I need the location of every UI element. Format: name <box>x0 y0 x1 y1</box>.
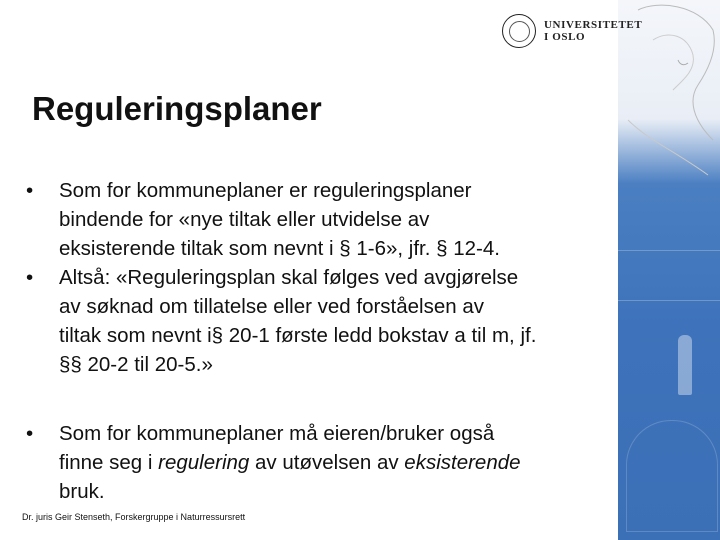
arch-graphic <box>626 420 718 532</box>
bullet-marker: • <box>26 266 34 289</box>
bullet-3-line-3: bruk. <box>59 480 105 503</box>
bullet-1-line-1: Som for kommuneplaner er reguleringsplaner <box>59 179 472 202</box>
bullet-2-line-2: av søknad om tillatelse eller ved forståelsen av <box>59 295 485 318</box>
bullet-3-line-2a: finne seg i <box>59 451 159 474</box>
logo-line-1: UNIVERSITETET <box>544 19 643 31</box>
bullet-2-line-4: §§ 20-2 til 20-5.» <box>59 353 213 376</box>
statue-figure-graphic <box>678 335 692 395</box>
bullet-2-line-1: Altså: «Reguleringsplan skal følges ved avgjørelse <box>59 266 519 289</box>
university-logo <box>502 14 642 48</box>
bullet-1-line-3: eksisterende tiltak som nevnt i § 1-6», jfr. § 12-4. <box>59 237 500 260</box>
bullet-3-line-2b: av utøvelsen av <box>249 451 405 474</box>
bullet-spacer <box>26 379 626 419</box>
decorative-side-band <box>618 0 720 540</box>
bullet-1-line-2: bindende for «nye tiltak eller utvidelse av <box>59 208 430 231</box>
bullet-item-2 <box>26 263 626 379</box>
slide-title: Reguleringsplaner <box>32 90 322 127</box>
logo-line-2: I OSLO <box>544 31 586 43</box>
bullet-item-1 <box>26 176 626 263</box>
bullet-2-line-3: tiltak som nevnt i§ 20-1 første ledd bokstav a til m, jf. <box>59 324 537 347</box>
university-seal-icon <box>502 14 536 48</box>
slide-footer: Dr. juris Geir Stenseth, Forskergruppe i Naturressursrett <box>22 512 246 522</box>
bullet-3-emphasis-regulering: regulering <box>158 451 250 474</box>
bullet-item-3 <box>26 419 626 506</box>
bullet-3-line-1: Som for kommuneplaner må eieren/bruker også <box>59 422 495 445</box>
bullet-3-emphasis-eksisterende: eksisterende <box>404 451 521 474</box>
bullet-marker: • <box>26 422 34 445</box>
bullet-marker: • <box>26 179 34 202</box>
bullet-list <box>26 176 626 506</box>
logo-text <box>544 19 642 43</box>
